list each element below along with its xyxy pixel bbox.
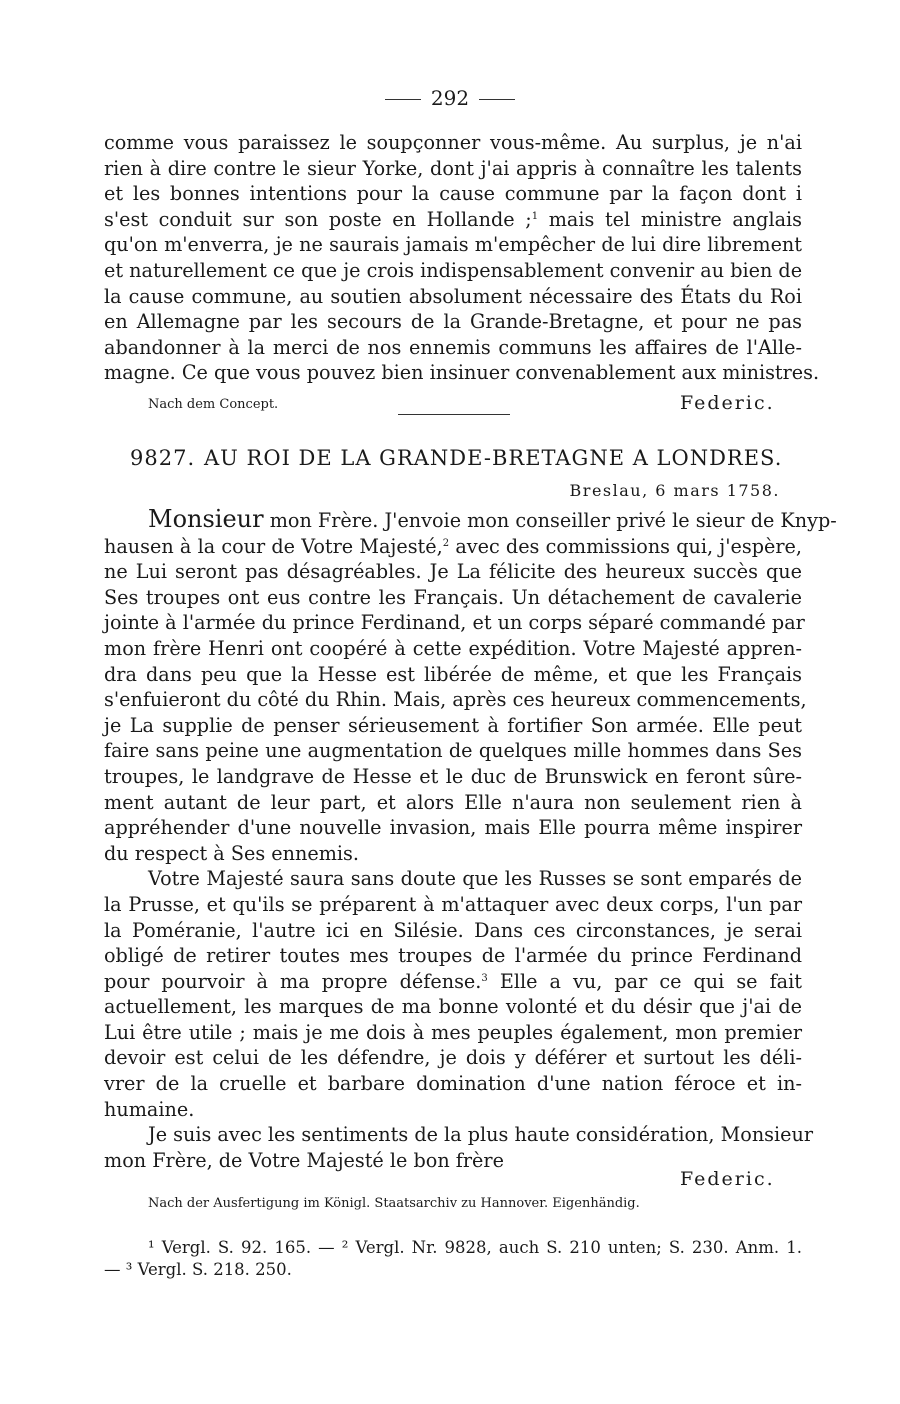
text-line: humaine. — [104, 1097, 195, 1121]
text-line: actuellement, les marques de ma bonne volonté et du désir que j'ai de — [104, 995, 802, 1019]
text-line: pour pourvoir à ma propre défense.$^3$ Elle a vu, par ce qui se fait — [104, 969, 802, 993]
footnotes — [104, 1237, 802, 1281]
page-number-dash-left — [385, 99, 421, 100]
continuation-paragraph — [104, 130, 820, 386]
text-line: troupes, le landgrave de Hesse et le duc de Brunswick en feront sûre- — [104, 764, 802, 788]
text-line: Je suis avec les sentiments de la plus haute considération, Monsieur — [148, 1123, 814, 1147]
letter-number: 9827. — [130, 446, 196, 470]
text-line: je La supplie de penser sérieusement à fortifier Son armée. Elle peut — [104, 713, 802, 737]
source-note: Nach der Ausfertigung im Königl. Staatsarchiv zu Hannover. Eigenhändig. — [148, 1196, 640, 1211]
text-line: magne. Ce que vous pouvez bien insinuer convenablement aux ministres. — [104, 361, 820, 385]
page-number: 292 — [370, 86, 530, 110]
footnote-line: — ³ Vergl. S. 218. 250. — [104, 1260, 292, 1279]
text-line: faire sans peine une augmentation de quelques mille hommes dans Ses — [104, 739, 802, 763]
text-line: s'est conduit sur son poste en Hollande ;$^1$ mais tel ministre anglais — [104, 207, 802, 231]
text-line: obligé de retirer toutes mes troupes de l'armée du prince Ferdinand — [104, 944, 802, 968]
text-line: et les bonnes intentions pour la cause commune par la façon dont i — [104, 182, 802, 206]
text-line: Lui être utile ; mais je me dois à mes peuples également, mon premier — [104, 1020, 802, 1044]
text-line: ment autant de leur part, et alors Elle n'aura non seulement rien à — [104, 790, 802, 814]
signature: Federic. — [680, 1168, 775, 1190]
page-number-dash-right — [479, 99, 515, 100]
source-note: Nach dem Concept. — [148, 397, 279, 412]
letter-paragraph — [104, 505, 837, 1173]
signature: Federic. — [680, 392, 775, 414]
text-line: appréhender d'une nouvelle invasion, mais Elle pourra même inspirer — [104, 816, 802, 840]
letter-heading: AU ROI DE LA GRANDE-BRETAGNE A LONDRES. — [204, 446, 783, 470]
text-line: en Allemagne par les secours de la Grande-Bretagne, et pour ne pas — [104, 310, 802, 334]
text-line: Votre Majesté saura sans doute que les Russes se sont emparés de — [148, 867, 802, 891]
text-line: comme vous paraissez le soupçonner vous-même. Au surplus, je n'ai — [104, 131, 802, 154]
text-line: et naturellement ce que je crois indispensablement convenir au bien de — [104, 258, 803, 282]
text-line: Monsieur mon Frère. J'envoie mon conseiller privé le sieur de Knyp- — [148, 505, 837, 533]
text-line: mon frère Henri ont coopéré à cette expédition. Votre Majesté appren- — [104, 636, 802, 660]
text-line: la Prusse, et qu'ils se préparent à m'attaquer avec deux corps, l'un par — [104, 892, 802, 916]
dateline: Breslau, 6 mars 1758. — [569, 481, 780, 500]
text-line: hausen à la cour de Votre Majesté,$^2$ avec des commissions qui, j'espère, — [104, 534, 802, 558]
section-divider — [398, 414, 510, 415]
footnote-line: ¹ Vergl. S. 92. 165. — ² Vergl. Nr. 9828, auch S. 210 unten; S. 230. Anm. 1. — [148, 1238, 802, 1257]
text-line: la Poméranie, l'autre ici en Silésie. Dans ces circonstances, je serai — [104, 918, 802, 942]
text-line: du respect à Ses ennemis. — [104, 841, 359, 865]
text-line: mon Frère, de Votre Majesté le bon frère — [104, 1148, 504, 1172]
footnote-ref: 2 — [442, 537, 450, 549]
text-line: dra dans peu que la Hesse est libérée de même, et que les Français — [104, 662, 802, 686]
text-line: qu'on m'enverra, je ne saurais jamais m'empêcher de lui dire librement — [104, 233, 802, 257]
text-line: jointe à l'armée du prince Ferdinand, et un corps séparé commandé par — [104, 611, 805, 635]
text-line: rien à dire contre le sieur Yorke, dont j'ai appris à connaître les talents — [104, 156, 802, 180]
text-line: devoir est celui de les défendre, je dois y déférer et surtout les déli- — [104, 1046, 802, 1070]
text-line: Ses troupes ont eus contre les Français. Un détachement de cavalerie — [104, 585, 802, 609]
text-line: vrer de la cruelle et barbare domination d'une nation féroce et in- — [104, 1072, 802, 1096]
footnote-ref: 3 — [481, 972, 488, 984]
text-line: abandonner à la merci de nos ennemis communs les affaires de l'Alle- — [104, 335, 802, 359]
text-line: s'enfuieront du côté du Rhin. Mais, après ces heureux commencements, — [104, 688, 807, 712]
footnote-ref: 1 — [531, 210, 539, 222]
text-line: la cause commune, au soutien absolument nécessaire des États du Roi — [104, 284, 802, 308]
text-line: ne Lui seront pas désagréables. Je La félicite des heureux succès que — [104, 560, 802, 584]
